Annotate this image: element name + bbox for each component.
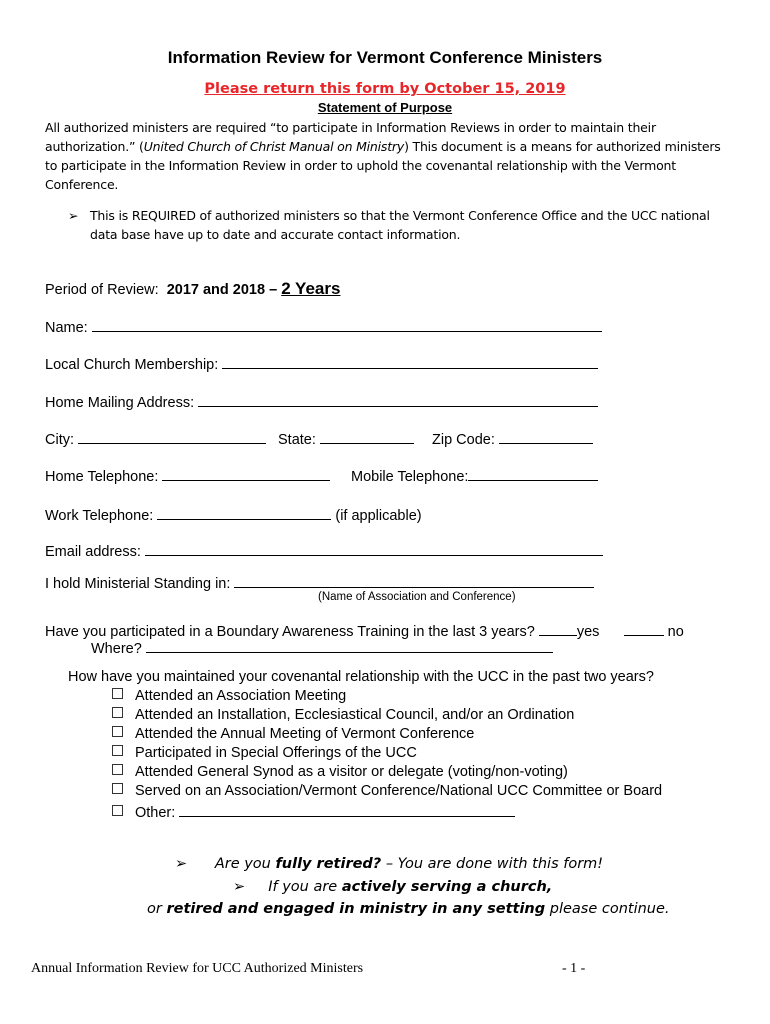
boundary-row: Have you participated in a Boundary Awareness Training in the last 3 years? yes no (45, 621, 684, 640)
mobile-phone-row: Mobile Telephone: (351, 466, 598, 485)
period-of-review: Period of Review: 2017 and 2018 – 2 Years (45, 279, 341, 298)
email-field[interactable] (145, 541, 603, 556)
standing-hint: (Name of Association and Conference) (318, 591, 516, 603)
name-field[interactable] (92, 317, 602, 332)
checkbox[interactable] (112, 764, 123, 775)
checkbox[interactable] (112, 783, 123, 794)
footer-title: Annual Information Review for UCC Authorized Ministers (31, 961, 364, 976)
work-phone-row: Work Telephone: (if applicable) (45, 505, 422, 524)
covenant-question: How have you maintained your covenantal relationship with the UCC in the past two years? (68, 669, 654, 685)
church-field[interactable] (222, 354, 598, 369)
church-row: Local Church Membership: (45, 354, 598, 373)
zip-field[interactable] (499, 429, 593, 444)
option-general-synod[interactable]: Attended General Synod as a visitor or delegate (voting/non-voting) (112, 764, 568, 780)
arrow-bullet-icon: ➢ (175, 856, 188, 872)
home-phone-row: Home Telephone: (45, 466, 330, 485)
name-row: Name: (45, 317, 602, 336)
page-title: Information Review for Vermont Conference Ministers (167, 48, 603, 67)
checkbox[interactable] (112, 688, 123, 699)
checkbox[interactable] (112, 745, 123, 756)
where-row: Where? (91, 638, 553, 657)
standing-field[interactable] (234, 573, 594, 588)
address-field[interactable] (198, 392, 598, 407)
continue-line: or retired and engaged in ministry in any setting please continue. (147, 901, 670, 917)
required-note: ➢ This is REQUIRED of authorized ministers so that the Vermont Conference Office and the UCC national data base have up to date and accurate contact information. (68, 208, 710, 242)
standing-row: I hold Ministerial Standing in: (45, 573, 594, 592)
boundary-yes-field[interactable] (539, 621, 577, 636)
option-other[interactable]: Other: (112, 802, 515, 821)
manual-title: United Church of Christ Manual on Ministry (143, 139, 405, 154)
purpose-paragraph: All authorized ministers are required “to participate in Information Reviews in order to maintain their authorization.” (United Church of Christ Manual on Ministry) This document is a means for authorized ministers to participate in the Information Review in order to uphold the covenantal relationship with the Vermont Conference. (45, 120, 721, 192)
checkbox[interactable] (112, 805, 123, 816)
home-phone-field[interactable] (162, 466, 330, 481)
option-annual-meeting[interactable]: Attended the Annual Meeting of Vermont Conference (112, 726, 474, 742)
address-row: Home Mailing Address: (45, 392, 598, 411)
state-row: State: (278, 429, 414, 448)
boundary-no-field[interactable] (624, 621, 664, 636)
checkbox[interactable] (112, 726, 123, 737)
city-field[interactable] (78, 429, 266, 444)
years-count: 2 Years (281, 279, 341, 298)
zip-row: Zip Code: (432, 429, 593, 448)
retired-line: ➢ Are you fully retired? – You are done with this form! (175, 856, 604, 872)
mobile-phone-field[interactable] (468, 466, 598, 481)
city-row: City: (45, 429, 266, 448)
option-association-meeting[interactable]: Attended an Association Meeting (112, 688, 346, 704)
email-row: Email address: (45, 541, 603, 560)
checkbox[interactable] (112, 707, 123, 718)
option-installation[interactable]: Attended an Installation, Ecclesiastical Council, and/or an Ordination (112, 707, 574, 723)
work-phone-field[interactable] (157, 505, 331, 520)
other-field[interactable] (179, 802, 515, 817)
page-number: - 1 - (562, 961, 586, 976)
option-committee[interactable]: Served on an Association/Vermont Conference/National UCC Committee or Board (112, 783, 662, 799)
purpose-heading: Statement of Purpose (317, 100, 453, 115)
where-field[interactable] (146, 638, 553, 653)
arrow-bullet-icon: ➢ (233, 879, 246, 895)
option-special-offerings[interactable]: Participated in Special Offerings of the UCC (112, 745, 417, 761)
arrow-bullet-icon: ➢ (68, 208, 79, 223)
return-deadline: Please return this form by October 15, 2019 (204, 81, 566, 97)
state-field[interactable] (320, 429, 414, 444)
active-line: ➢ If you are actively serving a church, (233, 879, 553, 895)
